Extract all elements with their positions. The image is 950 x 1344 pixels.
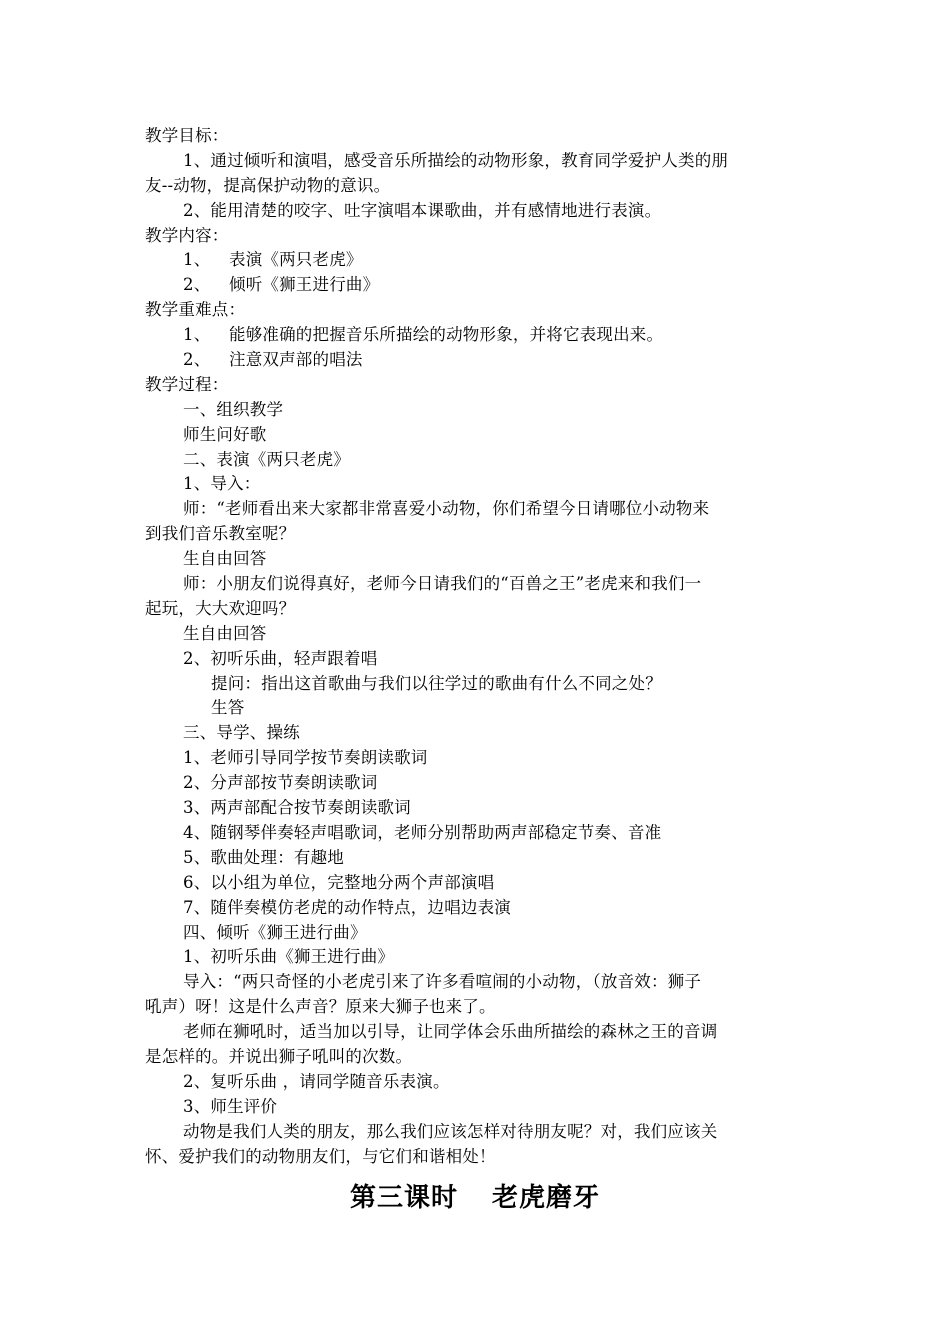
process-line: 1、初听乐曲《狮王进行曲》	[183, 947, 395, 967]
process-line: 2、复听乐曲 ，请同学随音乐表演。	[183, 1071, 450, 1091]
section-title	[0, 1177, 950, 1214]
section-title-part2: 老虎磨牙	[492, 1183, 601, 1213]
process-line: 师：小朋友们说得真好，老师今日请我们的“百兽之王”老虎来和我们一	[183, 574, 702, 594]
lesson-plan-body	[145, 124, 807, 1169]
process-line: 老师在狮吼时，适当加以引导，让同学体会乐曲所描绘的森林之王的音调	[183, 1022, 718, 1042]
process-line: 是怎样的。并说出狮子吼叫的次数。	[145, 1046, 413, 1066]
item-number: 1、	[183, 325, 211, 345]
item-text: 能够准确的把握音乐所描绘的动物形象，并将它表现出来。	[229, 325, 664, 345]
process-line: 二、表演《两只老虎》	[183, 449, 350, 469]
item-text: 倾听《狮王进行曲》	[229, 275, 380, 295]
item-text: 注意双声部的唱法	[229, 350, 363, 370]
process-line: 3、两声部配合按节奏朗读歌词	[183, 798, 411, 818]
process-line: 生自由回答	[183, 549, 267, 569]
process-line: 师：“老师看出来大家都非常喜爱小动物，你们希望今日请哪位小动物来	[183, 499, 710, 519]
process-line: 7、随伴奏模仿老虎的动作特点，边唱边表演	[183, 897, 511, 917]
heading-objectives: 教学目标：	[145, 126, 229, 145]
key-item	[145, 348, 807, 373]
process-line: 生自由回答	[183, 623, 267, 643]
objective-line: 1、通过倾听和演唱，感受音乐所描绘的动物形象，教育同学爱护人类的朋	[183, 150, 729, 170]
process-line: 到我们音乐教室呢？	[145, 524, 296, 544]
process-line: 师生问好歌	[183, 424, 267, 444]
content-item	[145, 248, 807, 273]
process-line: 提问：指出这首歌曲与我们以往学过的歌曲有什么不同之处？	[211, 673, 662, 693]
process-line: 吼声）呀！这是什么声音？原来大狮子也来了。	[145, 997, 496, 1017]
process-line: 1、导入：	[183, 474, 261, 494]
item-number: 2、	[183, 275, 211, 295]
process-line: 5、歌曲处理：有趣地	[183, 847, 344, 867]
process-line: 三、导学、操练	[183, 723, 300, 743]
section-title-part1: 第三课时	[349, 1183, 458, 1213]
process-line: 怀、爱护我们的动物朋友们，与它们和谐相处！	[145, 1146, 496, 1166]
process-line: 一、组织教学	[183, 399, 284, 419]
item-number: 1、	[183, 250, 211, 270]
process-line: 1、老师引导同学按节奏朗读歌词	[183, 748, 428, 768]
process-line: 动物是我们人类的朋友，那么我们应该怎样对待朋友呢？对，我们应该关	[183, 1121, 718, 1141]
objective-line: 2、能用清楚的咬字、吐字演唱本课歌曲，并有感情地进行表演。	[183, 200, 662, 220]
process-line: 2、分声部按节奏朗读歌词	[183, 773, 378, 793]
key-item	[145, 323, 807, 348]
content-item	[145, 273, 807, 298]
process-line: 2、初听乐曲，轻声跟着唱	[183, 648, 378, 668]
heading-key-points: 教学重难点：	[145, 300, 246, 320]
objective-line: 友--动物，提高保护动物的意识。	[145, 175, 391, 195]
heading-content: 教学内容：	[145, 225, 229, 245]
process-line: 3、师生评价	[183, 1096, 278, 1116]
process-line: 6、以小组为单位，完整地分两个声部演唱	[183, 872, 495, 892]
process-line: 4、随钢琴伴奏轻声唱歌词，老师分别帮助两声部稳定节奏、音准	[183, 822, 662, 842]
process-line: 导入：“两只奇怪的小老虎引来了许多看喧闹的小动物，（放音效：狮子	[183, 972, 702, 992]
heading-process: 教学过程：	[145, 374, 229, 394]
item-text: 表演《两只老虎》	[229, 250, 363, 270]
process-line: 生答	[211, 698, 245, 718]
process-line: 四、倾听《狮王进行曲》	[183, 922, 367, 942]
process-line: 起玩，大大欢迎吗？	[145, 598, 296, 618]
item-number: 2、	[183, 350, 211, 370]
